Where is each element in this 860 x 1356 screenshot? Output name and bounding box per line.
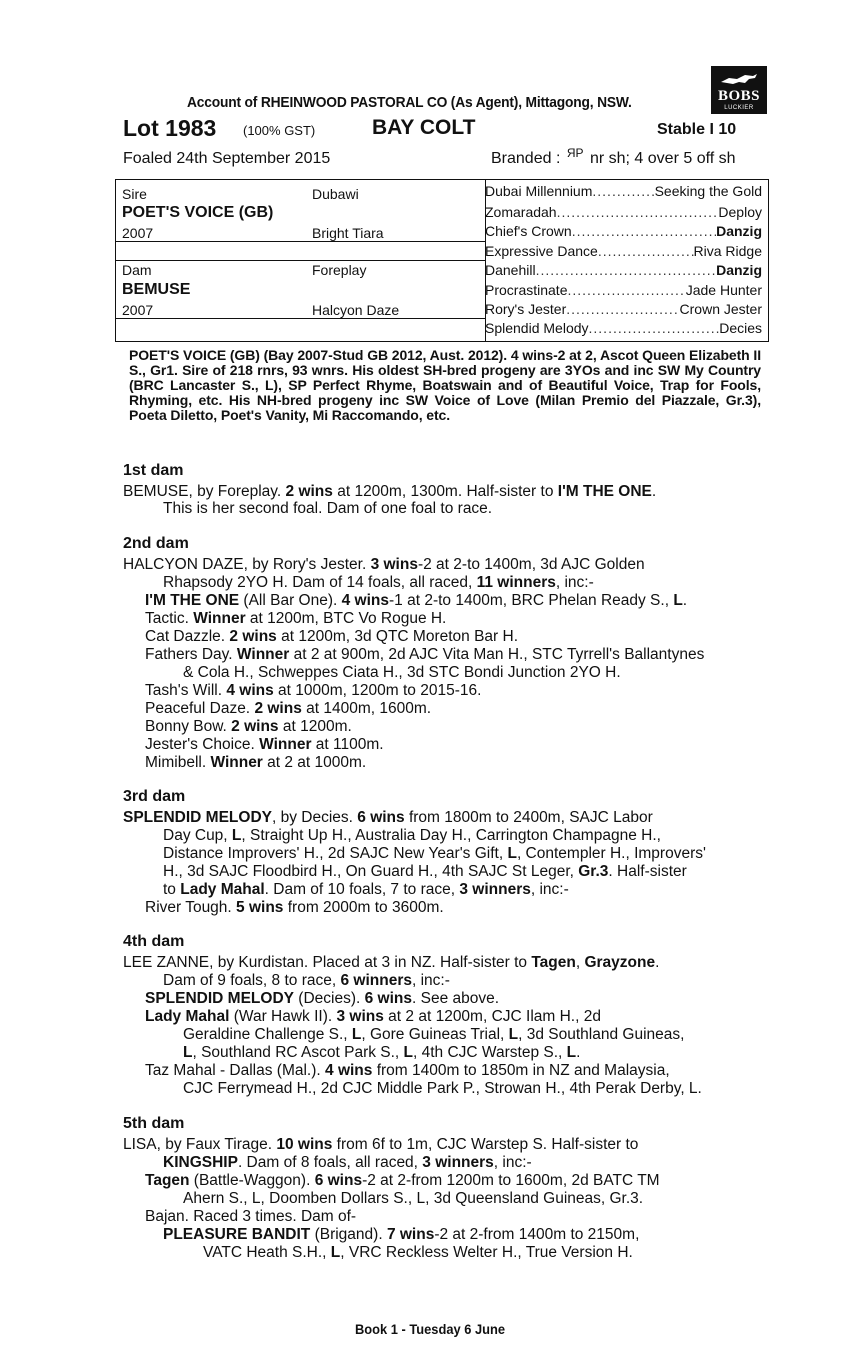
emphasis-text: 3 winners [459, 881, 531, 898]
line-text: , inc:- [555, 574, 594, 591]
emphasis-text: I'M THE ONE [557, 483, 652, 500]
line-text: (War Hawk II). [229, 1008, 337, 1025]
family-text-line [163, 845, 706, 863]
leader-dots [566, 301, 679, 317]
line-text: Peaceful Daze. [145, 700, 255, 717]
line-text: & Cola H., Schweppes Ciata H., 3d STC Bondi Junction 2YO H. [183, 664, 621, 681]
family-text-line [145, 1008, 601, 1026]
second-dam-heading: 2nd dam [123, 535, 189, 552]
emphasis-text: SPLENDID MELODY [145, 990, 294, 1007]
family-text-line [145, 700, 431, 718]
dam-sire: Foreplay [312, 262, 367, 278]
dam-year: 2007 [122, 302, 154, 318]
line-text: at 1200m, 1300m. Half-sister to [332, 483, 558, 500]
line-text: (All Bar One). [239, 592, 342, 609]
line-text: Bajan. Raced 3 times. Dam of- [145, 1208, 357, 1225]
emphasis-text: 2 wins [285, 483, 333, 500]
logo-subtext: LUCKIER [724, 105, 754, 111]
emphasis-text: L [507, 845, 517, 862]
line-text: Jester's Choice. [145, 736, 260, 753]
emphasis-text: L [351, 1026, 362, 1043]
fourth-dam-heading: 4th dam [123, 933, 185, 950]
family-text-line [145, 1208, 356, 1226]
ancestor-dam-sire: Rory's Jester [485, 301, 567, 317]
leader-dots [589, 320, 720, 336]
line-text: , inc:- [493, 1154, 532, 1171]
emphasis-text: Gr.3 [578, 863, 609, 880]
vendor-account: Account of RHEINWOOD PASTORAL CO (As Agent), Mittagong, NSW. [187, 94, 632, 111]
line-text: , VRC Reckless Welter H., True Version H. [340, 1244, 633, 1261]
lot-number: Lot 1983 [123, 115, 217, 141]
emphasis-text: 10 wins [276, 1136, 333, 1153]
line-text: at 2 at 1000m. [262, 754, 367, 771]
sire-label: Sire [122, 186, 147, 202]
line-text: , by Decies. [271, 809, 358, 826]
emphasis-text: Winner [259, 736, 312, 753]
emphasis-text: 2 wins [229, 628, 277, 645]
emphasis-text: 6 wins [357, 809, 405, 826]
emphasis-text: Lady Mahal [145, 1008, 230, 1025]
line-text: . [682, 592, 688, 609]
line-text: -2 at 2-from 1200m to 1600m, 2d BATC TM [362, 1172, 660, 1189]
line-text: Tactic. [145, 610, 194, 627]
emphasis-text: 2 wins [231, 718, 279, 735]
line-text: VATC Heath S.H., [203, 1244, 331, 1261]
ancestor-dam-sire: Procrastinate [485, 282, 568, 298]
line-text: . Dam of 10 foals, 7 to race, [264, 881, 460, 898]
emphasis-text: Winner [236, 646, 290, 663]
pedigree-divider [116, 241, 485, 242]
sire-summary: POET'S VOICE (GB) (Bay 2007-Stud GB 2012, Aust. 2012). 4 wins-2 at 2, Ascot Queen Elizabeth II S., Gr1. Sire of 218 rnrs, 93 wnrs. His oldest SH-bred progeny are 3YOs and inc SW My Country (BRC Lancaster S., L), SP Perfect Rhyme, Boatswain and of Beautiful Voice, Trap for Fools, Rhyming, etc. His NH-bred progeny inc SW Voice of Love (Milan Premio del Piazzale, Gr.3), Poeta Diletto, Poet's Vanity, Mi Raccomando, etc. [129, 347, 761, 423]
line-text: . Half-sister [608, 863, 687, 880]
line-text: at 1000m, 1200m to 2015-16. [273, 682, 482, 699]
family-text-line [123, 1136, 638, 1154]
ancestor-sire: Crown Jester [679, 301, 762, 317]
pedigree-ancestor-row [485, 243, 762, 259]
line-text: Tash's Will. [145, 682, 227, 699]
emphasis-text: 4 wins [325, 1062, 373, 1079]
emphasis-text: 2 wins [254, 700, 302, 717]
line-text: (Decies). [293, 990, 365, 1007]
leader-dots [592, 183, 654, 199]
sire-name: POET'S VOICE (GB) [122, 204, 274, 221]
ancestor-dam-sire: Expressive Dance [485, 243, 598, 259]
family-text-line [145, 610, 446, 628]
emphasis-text: 5 wins [236, 899, 284, 916]
emphasis-text: L [231, 827, 242, 844]
stable-location: Stable I 10 [657, 121, 737, 138]
family-text-line [123, 556, 645, 574]
emphasis-text: 4 wins [226, 682, 274, 699]
line-text: at 1400m, 1600m. [301, 700, 432, 717]
line-text: River Tough. [145, 899, 237, 916]
dam-name: BEMUSE [122, 281, 191, 298]
family-text-line [163, 972, 450, 990]
fifth-dam-heading: 5th dam [123, 1115, 185, 1132]
family-text-line [163, 500, 492, 518]
leader-dots [567, 282, 685, 298]
line-text: . [651, 483, 657, 500]
ancestor-sire: Jade Hunter [685, 282, 762, 298]
emphasis-text: Tagen [145, 1172, 190, 1189]
emphasis-text: Winner [210, 754, 263, 771]
family-text-line [145, 736, 384, 754]
leader-dots [572, 223, 716, 239]
pedigree-ancestor-row [485, 282, 762, 298]
dam-label: Dam [122, 262, 152, 278]
line-text: Distance Improvers' H., 2d SAJC New Year's Gift, [163, 845, 508, 862]
family-text-line [145, 754, 366, 772]
emphasis-text: Lady Mahal [180, 881, 265, 898]
pedigree-ancestor-row [485, 320, 762, 336]
line-text: (Battle-Waggon). [189, 1172, 315, 1189]
ancestor-dam-sire: Chief's Crown [485, 223, 572, 239]
emphasis-text: L [673, 592, 683, 609]
family-text-line [163, 1154, 532, 1172]
pedigree-ancestor-row [485, 223, 762, 239]
ancestor-dam-sire: Zomaradah [485, 204, 557, 220]
horse-description: BAY COLT [372, 116, 476, 139]
pedigree-divider [116, 318, 485, 319]
ancestor-dam-sire: Danehill [485, 262, 536, 278]
line-text: -1 at 2-to 1400m, BRC Phelan Ready S., [389, 592, 674, 609]
family-text-line [183, 1190, 643, 1208]
line-text: to [163, 881, 181, 898]
line-text: BEMUSE, by Foreplay. [123, 483, 286, 500]
line-text: , Contempler H., Improvers' [516, 845, 706, 862]
leader-dots [536, 262, 717, 278]
line-text: (Brigand). [310, 1226, 387, 1243]
line-text: , 3d Southland Guineas, [518, 1026, 685, 1043]
sire-year: 2007 [122, 225, 154, 241]
family-text-line [145, 1172, 660, 1190]
family-text-line [123, 809, 653, 827]
line-text: from 6f to 1m, CJC Warstep S. Half-sister to [332, 1136, 639, 1153]
line-text: . [655, 954, 660, 971]
family-text-line [163, 863, 687, 881]
family-text-line [123, 954, 659, 972]
line-text: Fathers Day. [145, 646, 237, 663]
foaled-date: Foaled 24th September 2015 [123, 150, 331, 167]
line-text: . [576, 1044, 581, 1061]
emphasis-text: 6 wins [364, 990, 412, 1007]
line-text: , inc:- [530, 881, 569, 898]
line-text: CJC Ferrymead H., 2d CJC Middle Park P., Strowan H., 4th Perak Derby, L. [183, 1080, 702, 1097]
brand-description [491, 146, 736, 168]
family-text-line [145, 899, 444, 917]
pedigree-ancestor-row [485, 204, 762, 220]
line-text: at 1200m. [278, 718, 352, 735]
ancestor-sire: Seeking the Gold [654, 183, 762, 199]
line-text: -2 at 2-from 1400m to 2150m, [434, 1226, 640, 1243]
line-text: Bonny Bow. [145, 718, 232, 735]
line-text: This is her second foal. Dam of one foal to race. [163, 500, 493, 517]
line-text: from 2000m to 3600m. [283, 899, 444, 916]
line-text: Taz Mahal - Dallas (Mal.). [145, 1062, 326, 1079]
pedigree-ancestor-row [485, 301, 762, 317]
line-text: LEE ZANNE, by Kurdistan. Placed at 3 in NZ. Half-sister to [123, 954, 532, 971]
line-text: from 1400m to 1850m in NZ and Malaysia, [372, 1062, 670, 1079]
ancestor-sire: Deploy [718, 204, 762, 220]
ancestor-sire: Riva Ridge [693, 243, 762, 259]
third-dam-heading: 3rd dam [123, 788, 186, 805]
emphasis-text: L [508, 1026, 519, 1043]
line-text: LISA, by Faux Tirage. [123, 1136, 277, 1153]
emphasis-text: 6 wins [314, 1172, 363, 1189]
line-text: HALCYON DAZE, by Rory's Jester. [123, 556, 371, 573]
family-text-line [123, 483, 656, 501]
emphasis-text: 7 wins [386, 1226, 435, 1243]
emphasis-text: I'M THE ONE [145, 592, 240, 609]
ancestor-sire: Decies [719, 320, 762, 336]
first-dam-heading: 1st dam [123, 462, 184, 479]
logo-text: BOBS [717, 88, 761, 104]
line-text: at 2 at 900m, 2d AJC Vita Man H., STC Tyrrell's Ballantynes [289, 646, 705, 663]
emphasis-text: L [566, 1044, 577, 1061]
pedigree-divider [116, 260, 485, 261]
leader-dots [557, 204, 719, 220]
sire-sire: Dubawi [312, 186, 359, 202]
family-text-line [145, 990, 499, 1008]
brand-mark: ЯP [566, 146, 584, 160]
line-text: , 4th CJC Warstep S., [413, 1044, 567, 1061]
family-text-line [183, 1026, 684, 1044]
family-text-line [163, 1226, 639, 1244]
leader-dots [598, 243, 694, 259]
line-text: at 2 at 1200m, CJC Ilam H., 2d [383, 1008, 601, 1025]
line-text: Ahern S., L, Doomben Dollars S., L, 3d Queensland Guineas, Gr.3. [183, 1190, 644, 1207]
ancestor-dam-sire: Dubai Millennium [485, 183, 593, 199]
line-text: Cat Dazzle. [145, 628, 230, 645]
emphasis-text: SPLENDID MELODY [123, 809, 272, 826]
ancestor-sire: Danzig [716, 262, 762, 278]
emphasis-text: 3 winners [422, 1154, 494, 1171]
line-text: . See above. [412, 990, 500, 1007]
family-text-line [145, 646, 704, 664]
pedigree-ancestor-row [485, 262, 762, 278]
line-text: from 1800m to 2400m, SAJC Labor [404, 809, 653, 826]
family-text-line [163, 574, 594, 592]
emphasis-text: Winner [193, 610, 246, 627]
family-text-line [145, 682, 481, 700]
emphasis-text: 3 wins [336, 1008, 384, 1025]
family-text-line [183, 1080, 702, 1098]
family-text-line [203, 1244, 633, 1262]
line-text: , [575, 954, 585, 971]
family-text-line [145, 628, 518, 646]
emphasis-text: KINGSHIP [163, 1154, 238, 1171]
family-text-line [145, 1062, 670, 1080]
pedigree-ancestor-row [485, 183, 762, 199]
line-text: Geraldine Challenge S., [183, 1026, 352, 1043]
line-text: Dam of 9 foals, 8 to race, [163, 972, 341, 989]
line-text: , Gore Guineas Trial, [361, 1026, 509, 1043]
branded-label: Branded : [491, 150, 561, 167]
emphasis-text: PLEASURE BANDIT [163, 1226, 311, 1243]
ancestor-dam-sire: Splendid Melody [485, 320, 589, 336]
line-text: , Straight Up H., Australia Day H., Carrington Champagne H., [241, 827, 661, 844]
emphasis-text: L [183, 1044, 193, 1061]
family-text-line [183, 1044, 580, 1062]
line-text: , Southland RC Ascot Park S., [192, 1044, 404, 1061]
line-text: at 1200m, 3d QTC Moreton Bar H. [276, 628, 519, 645]
line-text: Day Cup, [163, 827, 232, 844]
emphasis-text: 6 winners [340, 972, 412, 989]
emphasis-text: L [330, 1244, 341, 1261]
line-text: -2 at 2-to 1400m, 3d AJC Golden [417, 556, 645, 573]
emphasis-text: L [403, 1044, 414, 1061]
emphasis-text: Tagen [531, 954, 576, 971]
gst-note: (100% GST) [243, 123, 316, 138]
ancestor-sire: Danzig [716, 223, 762, 239]
emphasis-text: 3 wins [370, 556, 418, 573]
dam-dam: Halcyon Daze [312, 302, 400, 318]
branded-text: nr sh; 4 over 5 off sh [589, 150, 736, 167]
family-text-line [145, 592, 687, 610]
emphasis-text: Grayzone [584, 954, 656, 971]
emphasis-text: 11 winners [476, 574, 556, 591]
horse-icon [719, 72, 759, 86]
family-text-line [163, 827, 661, 845]
bobs-logo [711, 66, 767, 114]
line-text: , inc:- [411, 972, 450, 989]
page-footer: Book 1 - Tuesday 6 June [354, 1321, 506, 1337]
family-text-line [163, 881, 569, 899]
line-text: Mimibell. [145, 754, 211, 771]
line-text: . Dam of 8 foals, all raced, [237, 1154, 423, 1171]
family-text-line [183, 664, 621, 682]
family-text-line [145, 718, 352, 736]
emphasis-text: 4 wins [341, 592, 389, 609]
line-text: at 1200m, BTC Vo Rogue H. [245, 610, 447, 627]
sire-dam: Bright Tiara [312, 225, 384, 241]
line-text: H., 3d SAJC Floodbird H., On Guard H., 4th SAJC St Leger, [163, 863, 579, 880]
line-text: at 1100m. [311, 736, 384, 753]
line-text: Rhapsody 2YO H. Dam of 14 foals, all raced, [163, 574, 477, 591]
